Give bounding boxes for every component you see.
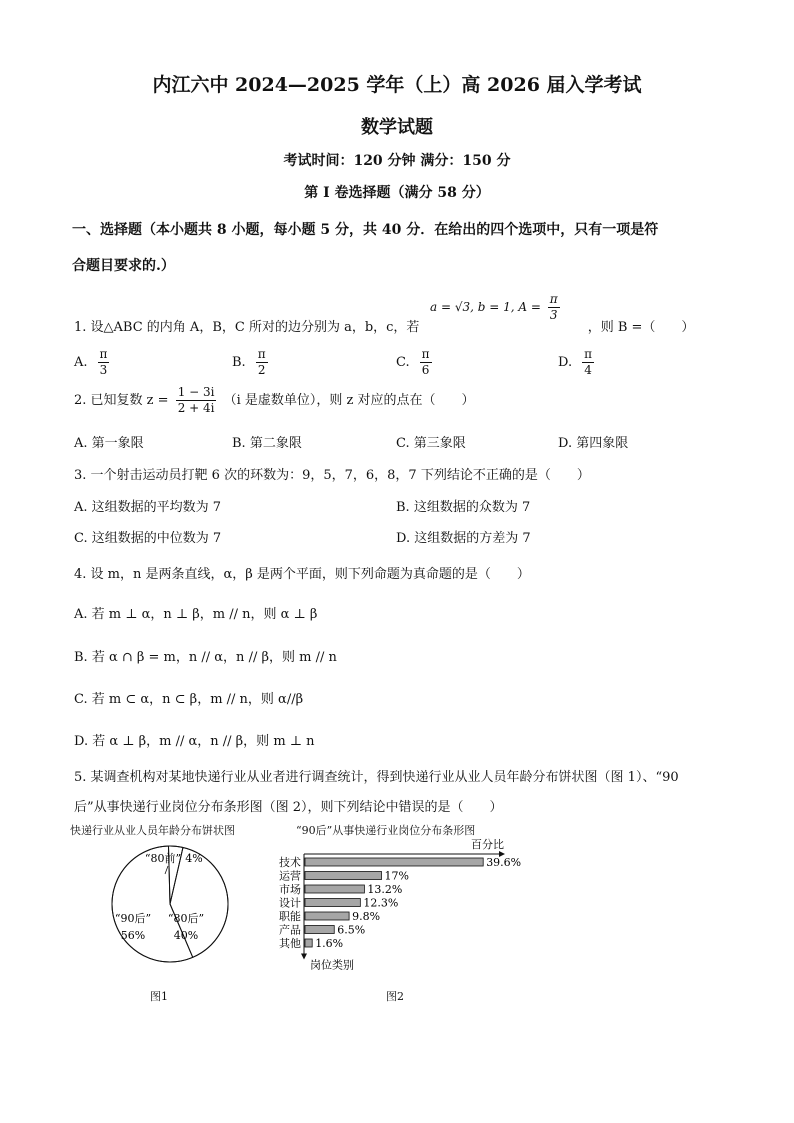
- section-heading-line1: 一、选择题（本小题共 8 小题，每小题 5 分，共 40 分．在给出的四个选项中，只有一项是符: [72, 222, 659, 238]
- q5-stem-line1: 5. 某调查机构对某地快递行业从业者进行调查统计，得到快递行业从业人员年龄分布饼状图（图 1）、“90: [74, 770, 679, 785]
- pie-label-90-pct: 56%: [120, 929, 146, 942]
- bar-value-label: 13.2%: [367, 883, 403, 896]
- bar-x-label: 百分比: [471, 838, 504, 851]
- bar: [305, 858, 483, 866]
- q1-option-c: C. $\frac{\pi}{6}$: [396, 347, 430, 377]
- bar-category-label: 运营: [279, 869, 301, 883]
- q2-option-b: B. 第二象限: [232, 436, 302, 451]
- q3-stem: 3. 一个射击运动员打靶 6 次的环数为：9，5，7，6，8，7 下列结论不正确的是（ ）: [74, 468, 590, 483]
- pie-chart-caption: 图1: [150, 990, 168, 1003]
- q2-stem: [74, 385, 475, 416]
- q1-stem: [74, 316, 694, 335]
- pie-labels: [115, 851, 204, 942]
- q4-option-c: C. 若 m ⊂ α，n ⊂ β，m // n，则 α//β: [74, 692, 304, 707]
- exam-title: 内江六中 2024—2025 学年（上）高 2026 届入学考试: [152, 74, 642, 96]
- pie-label-80: “80后”: [167, 912, 205, 925]
- q3-option-c: C. 这组数据的中位数为 7: [74, 531, 222, 546]
- q4-option-b: B. 若 α ∩ β = m，n // α，n // β，则 m // n: [74, 650, 337, 665]
- q1-condition-text: a = √3, b = 1, A =: [430, 300, 541, 314]
- q2-option-c: C. 第三象限: [396, 436, 466, 451]
- bar-value-label: 1.6%: [315, 937, 344, 950]
- bar: [305, 926, 334, 934]
- q1-option-a: A. $\frac{\pi}{3}$: [74, 347, 108, 377]
- q4-option-a: A. 若 m ⊥ α，n ⊥ β，m // n，则 α ⊥ β: [74, 607, 318, 622]
- bar-category-label: 技术: [279, 856, 301, 869]
- q1-text: 1. 设△ABC 的内角 A，B，C 所对的边分别为 a，b，c，若: [74, 320, 420, 335]
- bar-value-label: 9.8%: [352, 910, 381, 923]
- bar-value-label: 17%: [384, 869, 409, 883]
- bar-chart-caption: 图2: [386, 990, 404, 1003]
- pie-leader-line: [165, 866, 168, 874]
- q3-option-a: A. 这组数据的平均数为 7: [74, 500, 222, 515]
- pie-label-80before-pct: 4%: [185, 852, 203, 865]
- pie-chart-title: 快递行业从业人员年龄分布饼状图: [70, 824, 235, 837]
- q3-option-b: B. 这组数据的众数为 7: [396, 500, 531, 515]
- part-title: 第 I 卷选择题（满分 58 分）: [304, 185, 490, 201]
- q1-option-d: D. $\frac{\pi}{4}$: [558, 347, 592, 377]
- bar-value-label: 39.6%: [486, 856, 522, 869]
- q2-option-d: D. 第四象限: [558, 436, 629, 451]
- q2-pre: 2. 已知复数 z =: [74, 393, 169, 408]
- exam-info: 考试时间：120 分钟 满分：150 分: [283, 153, 511, 169]
- bar-value-label: 12.3%: [363, 896, 399, 910]
- bar-value-label: 6.5%: [337, 923, 366, 937]
- bar: [305, 899, 360, 907]
- q1-ask: ，则 B =（ ）: [587, 320, 695, 335]
- q3-option-d: D. 这组数据的方差为 7: [396, 531, 531, 546]
- q4-option-d: D. 若 α ⊥ β，m // α，n // β，则 m ⊥ n: [74, 734, 315, 749]
- bar-category-label: 设计: [279, 896, 301, 910]
- bar: [305, 939, 312, 947]
- pie-label-90: “90后”: [114, 912, 152, 925]
- q2-fraction: $\frac{1 - 3i}{2 + 4i}$: [177, 385, 215, 415]
- bar-chart-title: “90后”从事快递行业岗位分布条形图: [296, 824, 476, 837]
- bar-category-label: 产品: [279, 923, 301, 937]
- bar-category-label: 职能: [279, 910, 301, 923]
- subject-title: 数学试题: [361, 117, 433, 138]
- bar: [305, 885, 364, 893]
- bar-category-label: 其他: [279, 937, 301, 950]
- bar-y-label: 岗位类别: [310, 958, 354, 972]
- q5-stem-line2: 后”从事快递行业岗位分布条形图（图 2），则下列结论中错误的是（ ）: [74, 800, 503, 815]
- bar: [305, 912, 349, 920]
- q4-stem: 4. 设 m，n 是两条直线，α，β 是两个平面，则下列命题为真命题的是（ ）: [74, 567, 530, 582]
- bar-chart: [268, 836, 538, 978]
- pie-label-80-pct: 40%: [173, 929, 199, 942]
- pie-label-80before: “80前”: [144, 852, 182, 865]
- q2-option-a: A. 第一象限: [74, 436, 144, 451]
- section-heading-line2: 合题目要求的.）: [72, 258, 175, 274]
- q1-option-b: B. $\frac{\pi}{2}$: [232, 347, 266, 377]
- bar: [305, 872, 382, 880]
- bar-marks: [279, 855, 521, 950]
- q2-post: （i 是虚数单位），则 z 对应的点在（ ）: [223, 393, 475, 408]
- q1-condition-fraction: $\frac{\pi}{3}$: [549, 292, 558, 322]
- bar-category-label: 市场: [279, 883, 301, 896]
- pie-chart: [100, 842, 250, 982]
